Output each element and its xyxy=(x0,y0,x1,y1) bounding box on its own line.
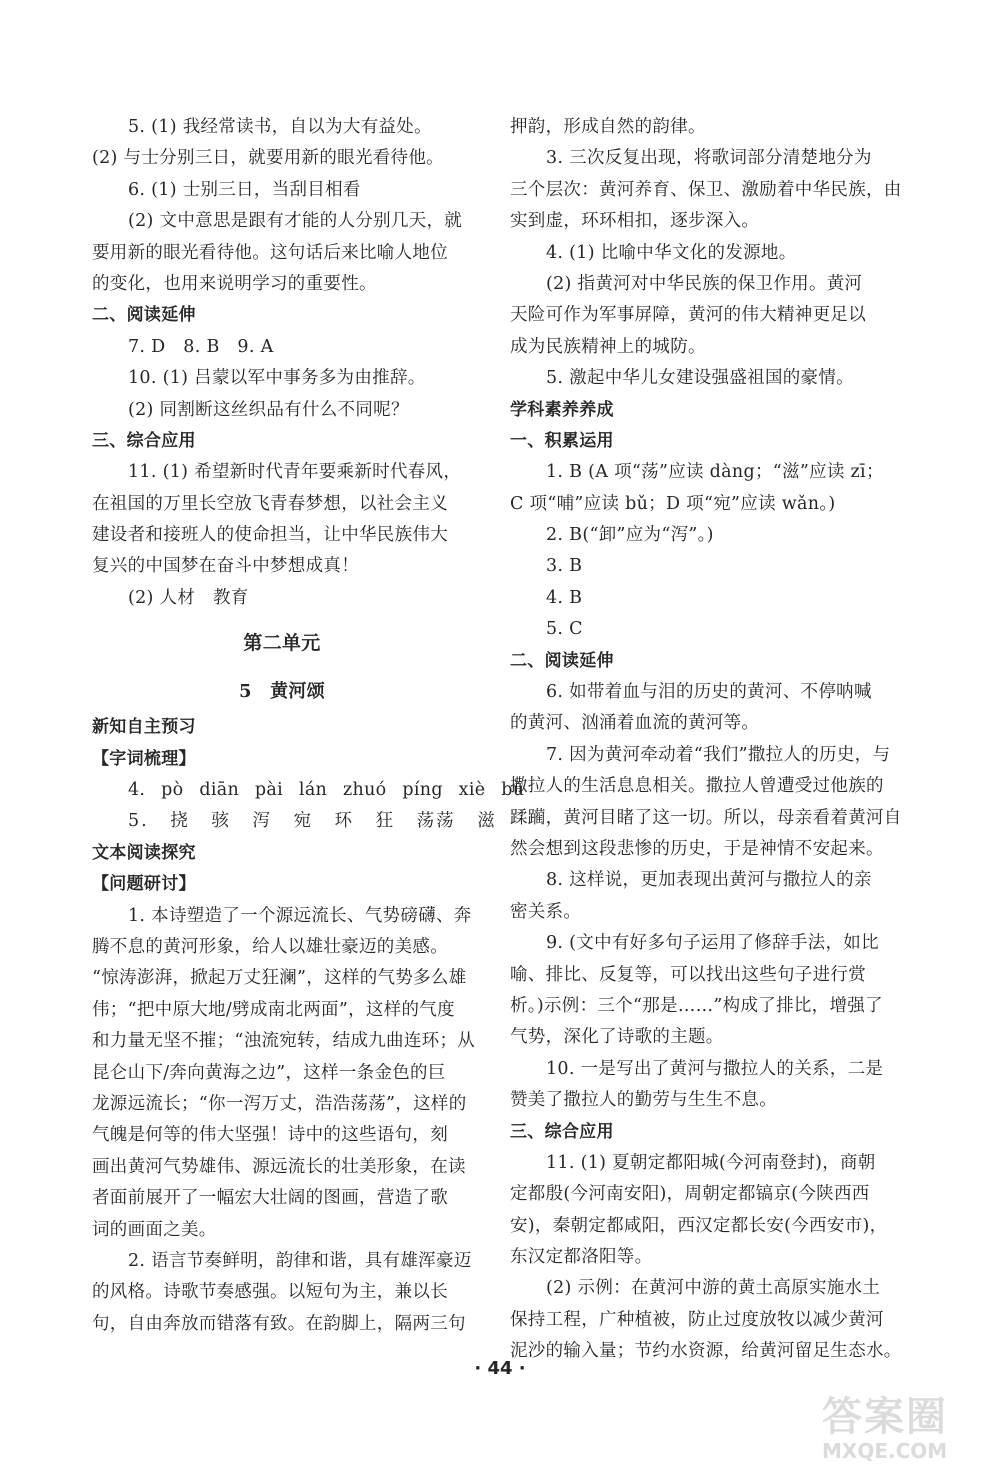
section-heading: 三、综合应用 xyxy=(92,430,196,451)
text-line: (2) 文中意思是跟有才能的人分别几天，就 xyxy=(128,211,463,232)
right-column xyxy=(510,112,902,1368)
text-line: 实到虚，环环相扣，逐步深入。 xyxy=(510,211,760,232)
text-line: 和力量无坚不摧；“浊流宛转，结成九曲连环；从 xyxy=(92,1031,476,1052)
text-line: 3. B xyxy=(546,556,583,577)
text-line: 5. 挠 骇 泻 宛 环 狂 荡荡 滋 xyxy=(128,811,497,832)
text-line: 气魄是何等的伟大坚强！诗中的这些语句，刻 xyxy=(92,1125,448,1146)
text-line: 在祖国的万里长空放飞青春梦想，以社会主义 xyxy=(92,493,448,514)
text-line: 7. D 8. B 9. A xyxy=(128,336,274,357)
text-line: 7. 因为黄河牵动着“我们”撒拉人的历史，与 xyxy=(546,744,891,765)
text-line: 喻、排比、反复等，可以找出这些句子进行赏 xyxy=(510,964,866,985)
text-line: (2) 与士分别三日，就要用新的眼光看待他。 xyxy=(92,148,444,169)
text-line: (2) 人材 教育 xyxy=(128,587,249,608)
text-line: 4. (1) 比喻中华文化的发源地。 xyxy=(546,242,797,263)
text-line: 3. 三次反复出现，将歌词部分清楚地分为 xyxy=(546,148,872,169)
section-heading: 文本阅读探究 xyxy=(92,842,196,863)
unit-title: 第二单元 xyxy=(243,632,321,655)
text-line: 的黄河、汹涌着血流的黄河等。 xyxy=(510,713,760,734)
page-number: · 44 · xyxy=(474,1358,526,1379)
text-line: 气势，深化了诗歌的主题。 xyxy=(510,1027,724,1048)
text-line: 10. (1) 吕蒙以军中事务多为由推辞。 xyxy=(128,368,426,389)
text-line: 5. 激起中华儿女建设强盛祖国的豪情。 xyxy=(546,368,854,389)
text-line: 腾不息的黄河形象，给人以雄壮豪迈的美感。 xyxy=(92,936,448,957)
text-line: (2) 同割断这丝织品有什么不同呢？ xyxy=(128,399,409,420)
text-line: 的风格。诗歌节奏感强。以短句为主，兼以长 xyxy=(92,1282,448,1303)
text-line: 画出黄河气势雄伟、源远流长的壮美形象，在读 xyxy=(92,1156,466,1177)
text-line: 6. (1) 士别三日，当刮目相看 xyxy=(128,179,361,200)
section-heading: 二、阅读延伸 xyxy=(510,650,614,671)
text-line: 1. B (A 项“荡”应读 dàng；“滋”应读 zī； xyxy=(546,462,884,483)
left-column xyxy=(92,112,525,1340)
text-line: 4. B xyxy=(546,587,583,608)
text-line: 押韵，形成自然的韵律。 xyxy=(510,117,706,137)
section-heading: 一、积累运用 xyxy=(510,430,614,451)
text-line: (2) 指黄河对中华民族的保卫作用。黄河 xyxy=(546,273,863,294)
text-line: 成为民族精神上的城防。 xyxy=(510,336,706,357)
section-heading: 二、阅读延伸 xyxy=(92,305,196,326)
lesson-title: 5 黄河颂 xyxy=(238,681,326,703)
text-line: 10. 一是写出了黄河与撒拉人的关系，二是 xyxy=(546,1058,884,1079)
watermark-logo-text: 答案圈 xyxy=(822,1394,948,1440)
text-line: 昆仑山下/奔向黄海之边”，这样一条金色的巨 xyxy=(92,1062,446,1083)
text-line: 赞美了撒拉人的勤劳与生生不息。 xyxy=(510,1090,777,1111)
text-line: 安)，秦朝定都咸阳，西汉定都长安(今西安市)， xyxy=(510,1215,888,1236)
text-line: 要用新的眼光看待他。这句话后来比喻人地位 xyxy=(92,242,448,263)
text-line: 词的画面之美。 xyxy=(92,1219,217,1240)
section-heading: 新知自主预习 xyxy=(92,717,196,738)
watermark-logo xyxy=(822,1395,992,1471)
section-heading: 学科素养养成 xyxy=(510,399,614,420)
text-line: 6. 如带着血与泪的历史的黄河、不停呐喊 xyxy=(546,682,872,703)
section-heading: 三、综合应用 xyxy=(510,1121,614,1142)
text-line: “惊涛澎湃，掀起万丈狂澜”，这样的气势多么雄 xyxy=(92,968,467,989)
text-line: 2. 语言节奏鲜明，韵律和谐，具有雄浑豪迈 xyxy=(128,1250,472,1271)
text-line: 撒拉人的生活息息相关。撒拉人曾遭受过他族的 xyxy=(510,776,884,797)
text-line: 复兴的中国梦在奋斗中梦想成真！ xyxy=(92,556,359,577)
text-line: 然会想到这段悲惨的历史，于是神情不安起来。 xyxy=(510,838,884,859)
text-line: 蹂躏，黄河目睹了这一切。所以，母亲看着黄河自 xyxy=(510,807,902,828)
text-line: 1. 本诗塑造了一个源远流长、气势磅礴、奔 xyxy=(128,905,472,926)
text-line: 者面前展开了一幅宏大壮阔的图画，营造了歌 xyxy=(92,1188,448,1209)
section-heading: 【字词梳理】 xyxy=(92,748,196,769)
watermark-url: MXQE.COM xyxy=(822,1439,948,1463)
text-line: 龙源远流长；“你一泻万丈，浩浩荡荡”，这样的 xyxy=(92,1093,467,1114)
text-line: 4. pò diān pài lán zhuó píng xiè bǔ xyxy=(128,780,525,801)
text-line: 定都殷(今河南安阳)，周朝定都镐京(今陕西西 xyxy=(510,1184,870,1205)
text-line: 的变化，也用来说明学习的重要性。 xyxy=(92,273,377,294)
text-line: 11. (1) 希望新时代青年要乘新时代春风， xyxy=(128,462,462,483)
text-line: 伟；“把中原大地/劈成南北两面”，这样的气度 xyxy=(92,999,455,1020)
text-line: 建设者和接班人的使命担当，让中华民族伟大 xyxy=(92,525,448,546)
text-line: 句，自由奔放而错落有致。在韵脚上，隔两三句 xyxy=(92,1313,466,1334)
text-line: 三个层次：黄河养育、保卫、激励着中华民族，由 xyxy=(510,179,902,200)
text-line: 东汉定都洛阳等。 xyxy=(510,1247,653,1268)
text-line: 密关系。 xyxy=(510,901,582,922)
text-line: 8. 这样说，更加表现出黄河与撒拉人的亲 xyxy=(546,870,872,891)
text-line: 保持工程，广种植被，防止过度放牧以减少黄河 xyxy=(510,1309,884,1330)
text-line: 5. C xyxy=(546,619,583,640)
text-line: C 项“哺”应读 bǔ；D 项“宛”应读 wǎn。) xyxy=(510,493,836,514)
text-line: 11. (1) 夏朝定都阳城(今河南登封)，商朝 xyxy=(546,1152,876,1173)
text-line: 泥沙的输入量；节约水资源，给黄河留足生态水。 xyxy=(510,1341,902,1362)
text-line: 9. (文中有好多句子运用了修辞手法，如比 xyxy=(546,933,879,954)
text-line: (2) 示例：在黄河中游的黄土高原实施水土 xyxy=(546,1278,881,1299)
text-line: 2. B(“卸”应为“泻”。) xyxy=(546,525,714,546)
text-line: 天险可作为军事屏障，黄河的伟大精神更足以 xyxy=(510,305,866,326)
section-heading: 【问题研讨】 xyxy=(92,874,196,895)
text-line: 析。)示例：三个“那是……”构成了排比，增强了 xyxy=(510,995,883,1016)
text-line: 5. (1) 我经常读书，自以为大有益处。 xyxy=(128,117,432,137)
